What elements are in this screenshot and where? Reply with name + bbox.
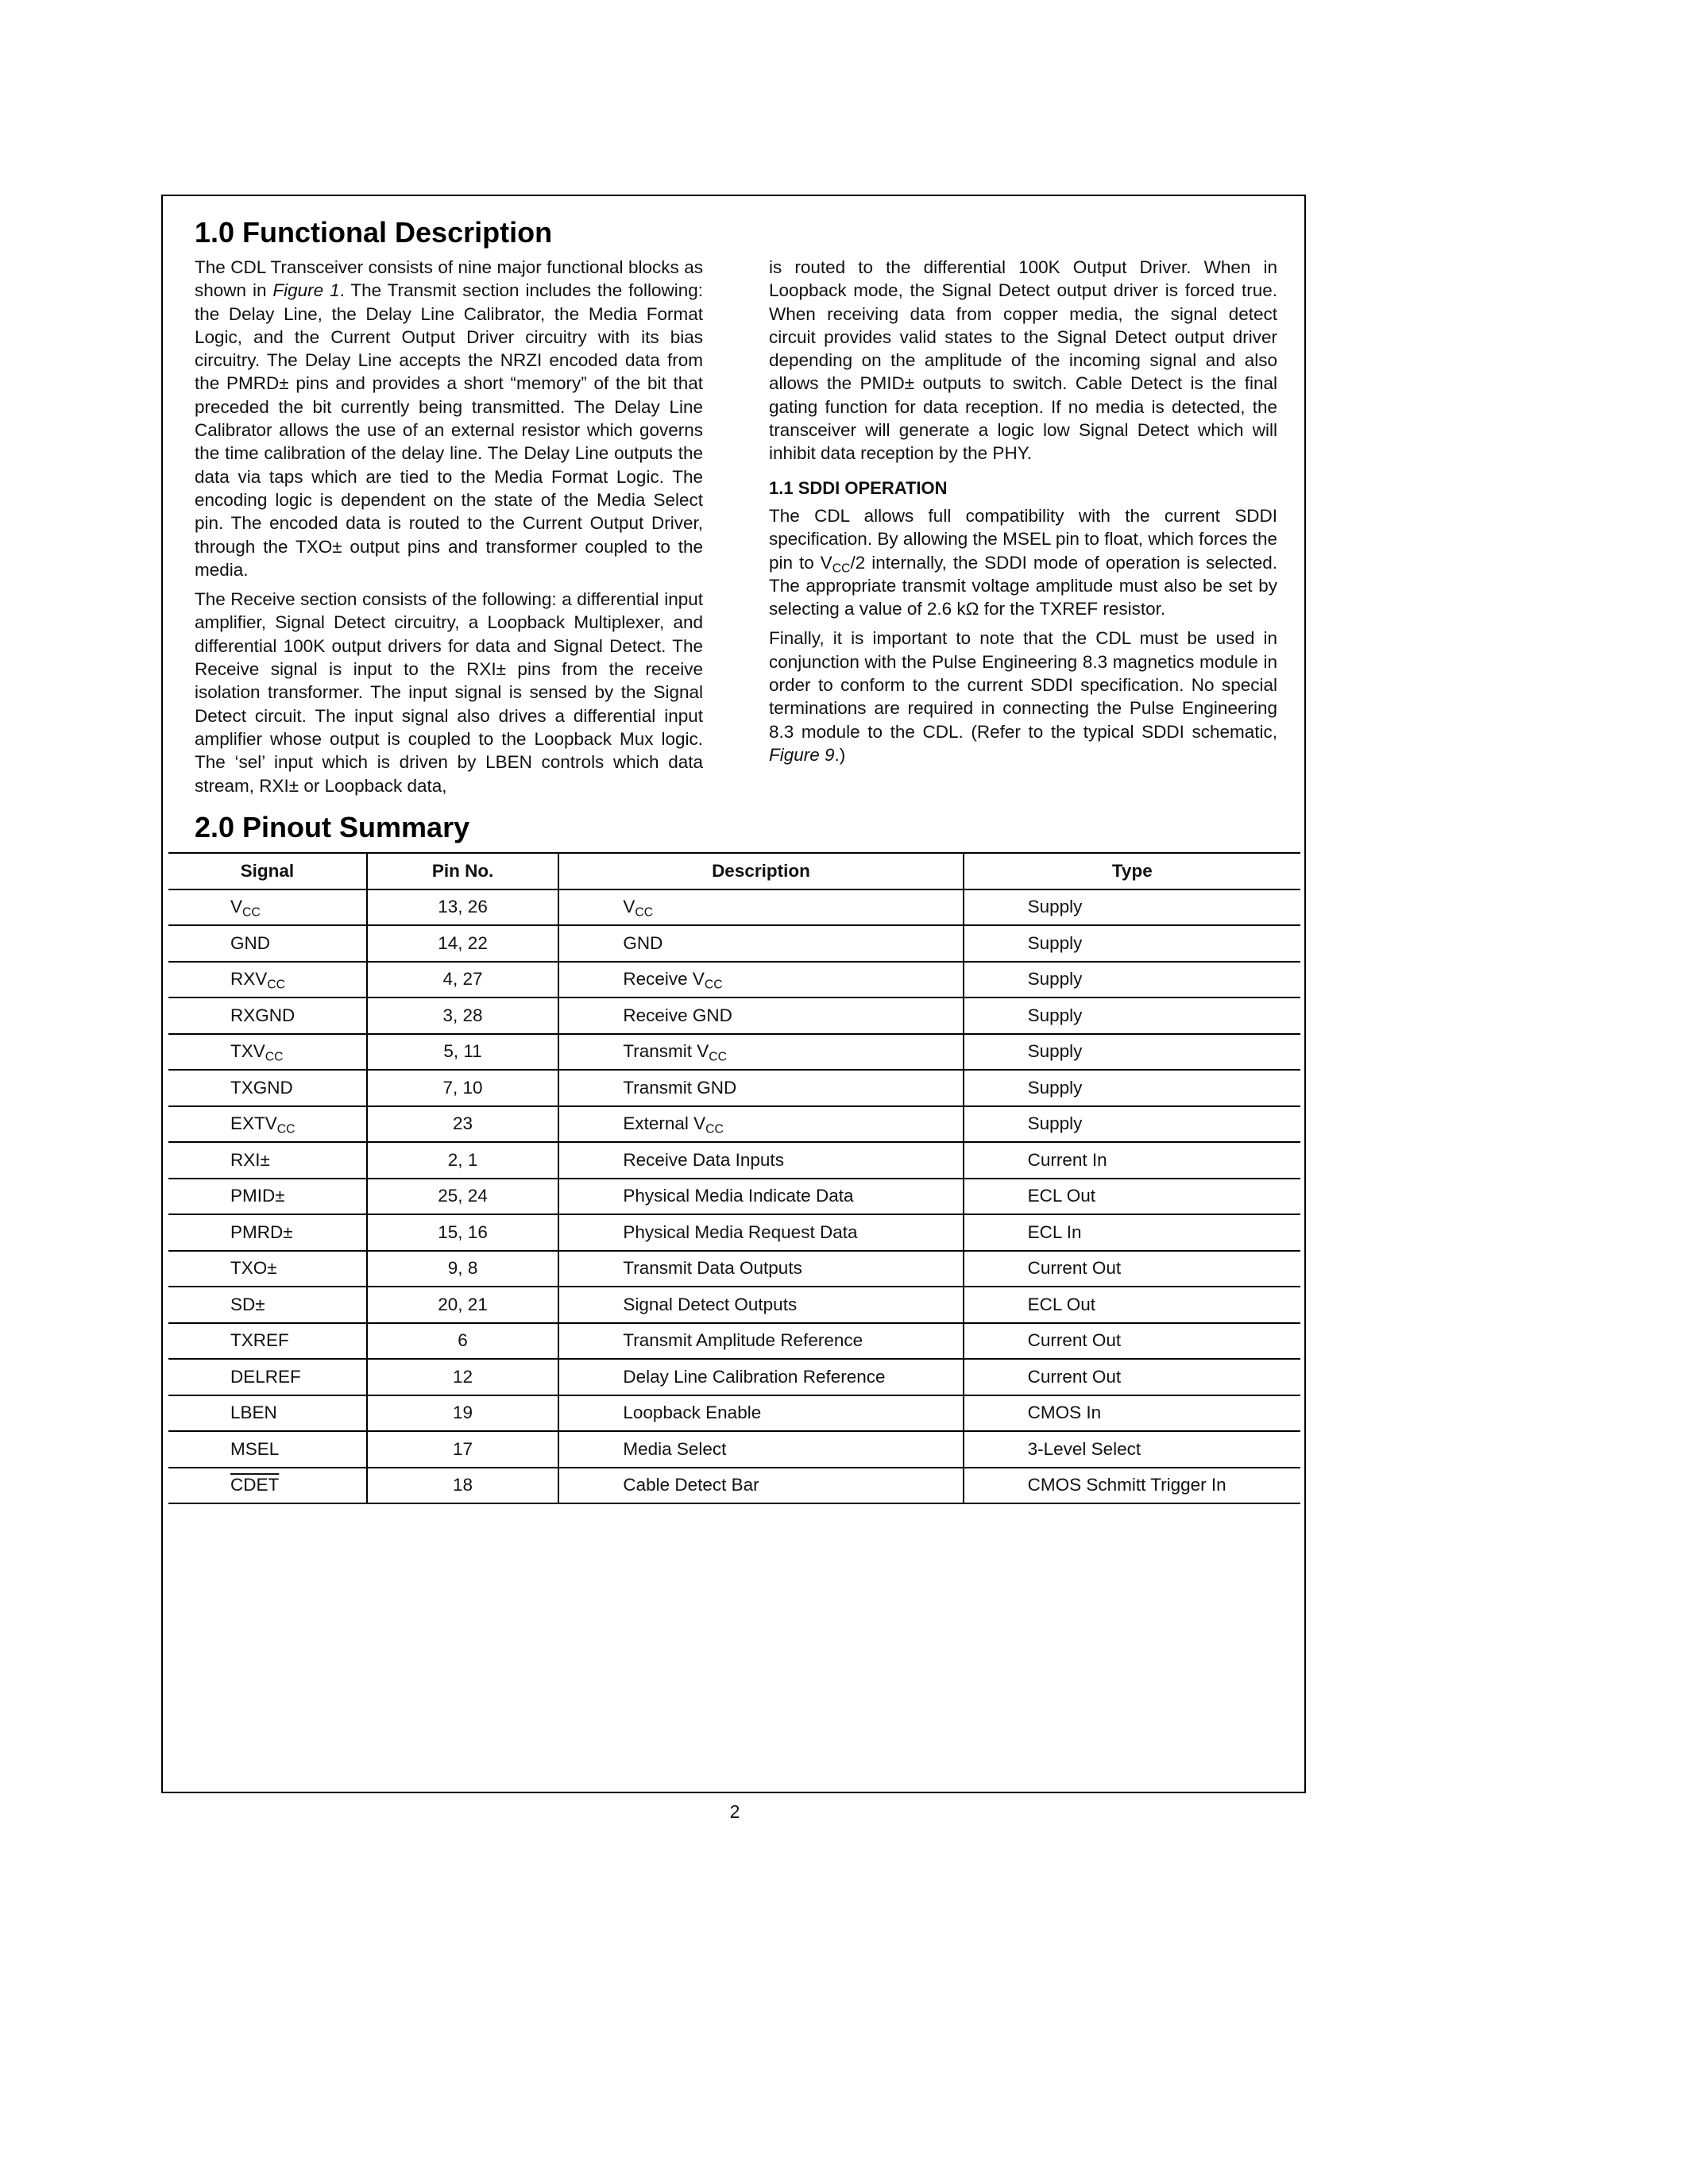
cell-type: CMOS In xyxy=(964,1395,1300,1432)
table-row xyxy=(168,1251,1300,1287)
cell-type: Supply xyxy=(964,889,1300,926)
cell-signal: RXGND xyxy=(168,997,367,1034)
cell-pin-no: 6 xyxy=(367,1323,559,1360)
table-row xyxy=(168,925,1300,962)
cell-pin-no: 18 xyxy=(367,1468,559,1504)
cell-description: Receive GND xyxy=(558,997,963,1034)
cell-signal: SD± xyxy=(168,1287,367,1323)
table-row xyxy=(168,1323,1300,1360)
section-title-functional-description: 1.0 Functional Description xyxy=(195,216,553,249)
paragraph-receive: The Receive section consists of the following: a differential input amplifier, Signal Detect circuitry, a Loopback Multiplexer, and differential 100K output drivers for data and Signal Detect. The Receive signal is input to the RXI± pins from the receive isolation transformer. The input signal is sensed by the Signal Detect circuit. The input signal also drives a differential input amplifier whose output is coupled to the Loopback Mux logic. The ‘sel’ input which is driven by LBEN controls which data stream, RXI± or Loopback data, xyxy=(195,589,703,796)
cell-description: Delay Line Calibration Reference xyxy=(558,1359,963,1395)
pinout-table xyxy=(168,852,1300,1504)
cell-pin-no: 17 xyxy=(367,1431,559,1468)
header-pin-no: Pin No. xyxy=(367,853,559,889)
cell-pin-no: 14, 22 xyxy=(367,925,559,962)
cell-pin-no: 3, 28 xyxy=(367,997,559,1034)
right-column xyxy=(769,256,1277,773)
table-row xyxy=(168,962,1300,998)
cell-description: Physical Media Indicate Data xyxy=(558,1179,963,1215)
figure-9-reference: Figure 9 xyxy=(769,744,835,765)
cell-signal: $EXTV_{CC}$ xyxy=(168,1106,367,1143)
cell-description: Media Select xyxy=(558,1431,963,1468)
table-row xyxy=(168,1142,1300,1179)
table-row xyxy=(168,1214,1300,1251)
table-row xyxy=(168,997,1300,1034)
cell-signal: PMID± xyxy=(168,1179,367,1215)
cell-type: Supply xyxy=(964,997,1300,1034)
table-row xyxy=(168,889,1300,926)
cell-signal: TXREF xyxy=(168,1323,367,1360)
table-row xyxy=(168,1395,1300,1432)
page-number: 2 xyxy=(729,1801,740,1822)
cell-type: ECL Out xyxy=(964,1287,1300,1323)
cell-type: Current In xyxy=(964,1142,1300,1179)
table-row xyxy=(168,1070,1300,1106)
section-title-pinout-summary: 2.0 Pinout Summary xyxy=(195,811,470,843)
cell-type: CMOS Schmitt Trigger In xyxy=(964,1468,1300,1504)
paragraph-sddi-2: Finally, it is important to note that the CDL must be used in conjunction with the Pulse Engineering 8.3 magnetics module in order to conform to the current SDDI specification. No special terminations are required in connecting the Pulse Engineering 8.3 module to the CDL. (Refer to the typical SDDI schematic, Figure 9.) xyxy=(769,628,1277,765)
cell-description: Transmit Amplitude Reference xyxy=(558,1323,963,1360)
table-row xyxy=(168,1106,1300,1143)
cell-signal: $V_{CC}$ xyxy=(168,889,367,926)
cell-signal: DELREF xyxy=(168,1359,367,1395)
cell-signal: LBEN xyxy=(168,1395,367,1432)
cell-signal: TXGND xyxy=(168,1070,367,1106)
cell-signal: TXO± xyxy=(168,1251,367,1287)
cell-description: Loopback Enable xyxy=(558,1395,963,1432)
cell-type: ECL In xyxy=(964,1214,1300,1251)
cell-pin-no: 19 xyxy=(367,1395,559,1432)
table-row xyxy=(168,1431,1300,1468)
cell-pin-no: 15, 16 xyxy=(367,1214,559,1251)
cell-pin-no: 20, 21 xyxy=(367,1287,559,1323)
cell-signal: MSEL xyxy=(168,1431,367,1468)
cell-pin-no: 9, 8 xyxy=(367,1251,559,1287)
cell-pin-no: 5, 11 xyxy=(367,1034,559,1071)
cell-type: ECL Out xyxy=(964,1179,1300,1215)
cell-description: Transmit Data Outputs xyxy=(558,1251,963,1287)
cell-description: Physical Media Request Data xyxy=(558,1214,963,1251)
cell-type: Supply xyxy=(964,1070,1300,1106)
cell-signal: $TXV_{CC}$ xyxy=(168,1034,367,1071)
table-row xyxy=(168,1179,1300,1215)
table-row xyxy=(168,1034,1300,1071)
cell-type: Current Out xyxy=(964,1359,1300,1395)
cell-description: GND xyxy=(558,925,963,962)
cell-type: Supply xyxy=(964,925,1300,962)
cell-pin-no: 4, 27 xyxy=(367,962,559,998)
cell-type: Supply xyxy=(964,962,1300,998)
cell-type: 3-Level Select xyxy=(964,1431,1300,1468)
header-description: Description xyxy=(558,853,963,889)
cell-description: Transmit $V_{CC}$ xyxy=(558,1034,963,1071)
cell-type: Current Out xyxy=(964,1251,1300,1287)
cell-type: Supply xyxy=(964,1034,1300,1071)
cell-description: Transmit GND xyxy=(558,1070,963,1106)
cell-signal: $RXV_{CC}$ xyxy=(168,962,367,998)
table-header-row xyxy=(168,853,1300,889)
cell-pin-no: 7, 10 xyxy=(367,1070,559,1106)
cell-signal: PMRD± xyxy=(168,1214,367,1251)
table-row xyxy=(168,1287,1300,1323)
table-row xyxy=(168,1359,1300,1395)
table-row xyxy=(168,1468,1300,1504)
cell-pin-no: 25, 24 xyxy=(367,1179,559,1215)
cell-type: Current Out xyxy=(964,1323,1300,1360)
cell-description: $V_{CC}$ xyxy=(558,889,963,926)
cell-description: External $V_{CC}$ xyxy=(558,1106,963,1143)
cell-signal: GND xyxy=(168,925,367,962)
cell-description: Receive Data Inputs xyxy=(558,1142,963,1179)
paragraph-sddi-1: The CDL allows full compatibility with the current SDDI specification. By allowing the MSEL pin to float, which forces the pin to $V_{CC}/2$ internally, the SDDI mode of operation is selected. The appropriate transmit voltage amplitude must also be set by selecting a value of 2.6 kΩ for the TXREF resistor. xyxy=(769,505,1278,619)
paragraph-receive-continued: is routed to the differential 100K Output Driver. When in Loopback mode, the Signal Detect output driver is forced true. When receiving data from copper media, the signal detect circuit provides valid states to the Signal Detect output driver depending on the amplitude of the incoming signal and also allows the PMID± outputs to switch. Cable Detect is the final gating function for data reception. If no media is detected, the transceiver will generate a logic low Signal Detect which will inhibit data reception by the PHY. xyxy=(769,257,1277,464)
cell-description: Signal Detect Outputs xyxy=(558,1287,963,1323)
cell-pin-no: 23 xyxy=(367,1106,559,1143)
header-type: Type xyxy=(964,853,1300,889)
cell-description: Receive $V_{CC}$ xyxy=(558,962,963,998)
cell-pin-no: 2, 1 xyxy=(367,1142,559,1179)
paragraph-transmit: The CDL Transceiver consists of nine major functional blocks as shown in Figure 1. The Transmit section includes the following: the Delay Line, the Delay Line Calibrator, the Media Format Logic, and the Current Output Driver circuitry with its bias circuitry. The Delay Line accepts the NRZI encoded data from the PMRD± pins and provides a short “memory” of the bit that preceded the bit currently being transmitted. The Delay Line Calibrator allows the use of an external resistor which governs the time calibration of the delay line. The Delay Line outputs the data via taps which are tied to the Media Format Logic. The encoding logic is dependent on the state of the Media Select pin. The encoded data is routed to the Current Output Driver, through the TXO± output pins and transformer coupled to the media. xyxy=(195,257,703,580)
cell-type: Supply xyxy=(964,1106,1300,1143)
cell-signal: RXI± xyxy=(168,1142,367,1179)
cell-pin-no: 12 xyxy=(367,1359,559,1395)
cell-signal: CDET xyxy=(168,1468,367,1504)
figure-1-reference: Figure 1 xyxy=(272,280,340,301)
subsection-title-sddi: 1.1 SDDI OPERATION xyxy=(769,477,948,498)
left-column xyxy=(195,256,703,804)
cell-pin-no: 13, 26 xyxy=(367,889,559,926)
pinout-table-body xyxy=(168,889,1300,1504)
header-signal: Signal xyxy=(168,853,367,889)
cell-description: Cable Detect Bar xyxy=(558,1468,963,1504)
